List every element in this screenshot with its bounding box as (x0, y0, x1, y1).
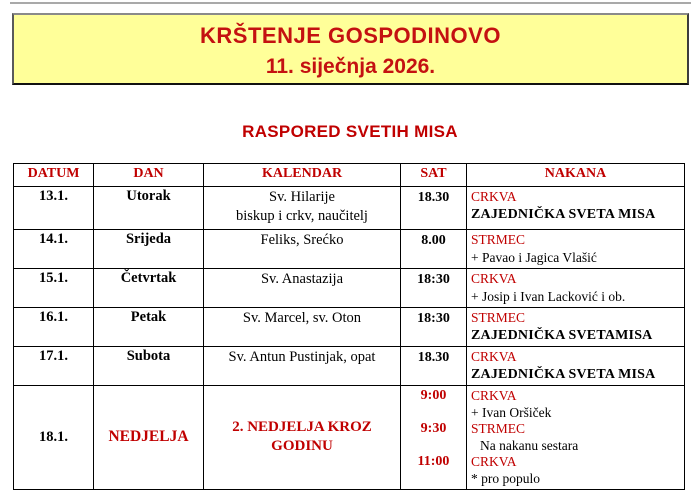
cell-dan: Petak (94, 308, 204, 347)
column-header-kalendar: KALENDAR (204, 164, 401, 187)
event-title: KRŠTENJE GOSPODINOVO (200, 23, 501, 48)
cell-sat: 18.30 (401, 347, 467, 386)
schedule-body (14, 187, 685, 490)
cell-datum: 15.1. (14, 269, 94, 308)
cell-dan: Utorak (94, 187, 204, 230)
cell-datum: 16.1. (14, 308, 94, 347)
cell-kalendar: 2. NEDJELJA KROZ GODINU (204, 386, 401, 490)
cell-datum: 17.1. (14, 347, 94, 386)
cell-kalendar: Sv. Antun Pustinjak, opat (204, 347, 401, 386)
cell-nakana: CRKVA ZAJEDNIČKA SVETA MISA (467, 347, 685, 386)
event-date: 11. siječnja 2026. (265, 55, 436, 78)
event-banner (12, 13, 689, 85)
mass-schedule-table (13, 163, 685, 490)
cell-datum: 13.1. (14, 187, 94, 230)
top-divider (10, 2, 691, 4)
table-row (14, 386, 685, 490)
table-header-row (14, 164, 685, 187)
cell-sat: 8.00 (401, 230, 467, 269)
table-row (14, 187, 685, 230)
table-row (14, 347, 685, 386)
column-header-nakana: NAKANA (467, 164, 685, 187)
cell-nakana: CRKVA + Josip i Ivan Lacković i ob. (467, 269, 685, 308)
cell-kalendar: Sv. Marcel, sv. Oton (204, 308, 401, 347)
schedule-title: RASPORED SVETIH MISA (242, 122, 458, 141)
column-header-dan: DAN (94, 164, 204, 187)
cell-sat: 18.30 (401, 187, 467, 230)
cell-dan: Srijeda (94, 230, 204, 269)
cell-datum: 14.1. (14, 230, 94, 269)
cell-sat: 18:30 (401, 308, 467, 347)
cell-sat: 18:30 (401, 269, 467, 308)
cell-dan: Subota (94, 347, 204, 386)
column-header-datum: DATUM (14, 164, 94, 187)
cell-sat: 9:00 9:30 11:00 (401, 386, 467, 490)
cell-datum: 18.1. (14, 386, 94, 490)
cell-nakana: CRKVA + Ivan Oršiček STRMEC Na nakanu sestara CRKVA * pro populo (467, 386, 685, 490)
cell-kalendar: Feliks, Srećko (204, 230, 401, 269)
cell-dan: NEDJELJA (94, 386, 204, 490)
cell-nakana: STRMEC + Pavao i Jagica Vlašić (467, 230, 685, 269)
table-row (14, 308, 685, 347)
table-row (14, 230, 685, 269)
cell-dan: Četvrtak (94, 269, 204, 308)
table-row (14, 269, 685, 308)
cell-nakana: CRKVA ZAJEDNIČKA SVETA MISA (467, 187, 685, 230)
cell-nakana: STRMEC ZAJEDNIČKA SVETAMISA (467, 308, 685, 347)
cell-kalendar: Sv. Hilarije biskup i crkv, naučitelj (204, 187, 401, 230)
cell-kalendar: Sv. Anastazija (204, 269, 401, 308)
column-header-sat: SAT (401, 164, 467, 187)
